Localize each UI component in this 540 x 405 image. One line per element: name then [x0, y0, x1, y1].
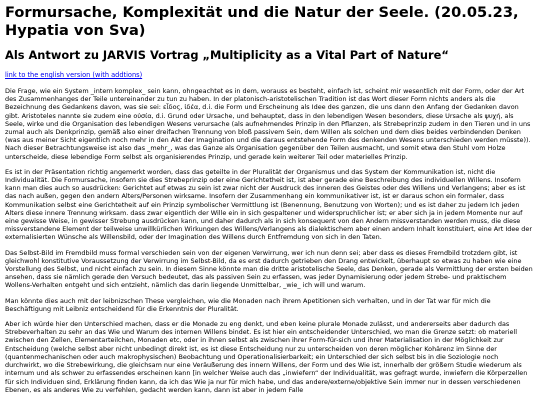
page-subtitle: Als Antwort zu JARVIS Vortrag „Multiplicity as a Vital Part of Nature“ — [5, 48, 449, 62]
paragraph-5: Aber ich würde hier den Unterschied machen, dass er die Monade zu eng denkt, und eben keine plurale Monade zulässt, und andererseits aber dadurch das Strebeverhalten zu sehr an das Wie und Warum des internen Willens bindet. Es ist hier ein entscheidender Unterschied, wo man die Grenze setzt: ob materiell zwischen den Zellen, Elementarteilchen, Monaden etc, oder in ihnen selbst als zwischen ihrer Form-für-sich und ihrer Materialisation in der Möglichkeit zur Entscheidung (welche selbst aber nicht unbedingt direkt ist, es ist diese Entscheidung nur zu unterscheiden von deren möglicher Kohärenz im Sinne der (quantenmechanischen oder auch makrophysischen) Beobachtung und Operationalisierbarkeit; ein Unterschied der sich selbst bis in die Soziologie noch durchwirkt, wo die Strebewirkung, die gleichsam nur eine Veräußerung des innern Willens, der Form und des Wie ist, innerhalb der größern Studie wiederum als internum und als schwer zu erfassendes erscheinen kann [in welcher Weise auch das „inwiefern“ der Individualität, was gefragt wurde, inwiefern die Körperzellen für sich Individuen sind, Erklärung finden kann, da ich das Wie ja nur für mich habe, und das andere/externe/objektive Sein immer nur in dessen verschiedenen Ebenen, es als anderes Wie zu verfehlen, gedacht werden kann, dann ist aber in jedem Falle — [5, 320, 528, 394]
paragraph-3: Das Selbst-Bild im Fremdbild muss formal verschieden sein von der eigenen Verwirrung, wer ich nun denn sei; aber dass es dieses Fremdbild trotzdem gibt, ist gleichwohl konstitutive Voraussetzung der Verwirrung im Selbst-Bild, da es erst dadurch getrieben den Drang entwickelt, überhaupt so etwas zu haben wie eine Vorstellung des Selbst, und nicht einfach zu sein. In diesem Sinne könnte man die dritte aristotelische Seele, das Denken, gerade als Vermittlung der ersten beiden ansehen, dass sie nämlich gerade den Versuch bedeutet, das als passiven Sein zu erfassen, was jeder Dynamisierung oder jedem Strebe- und praktischem Wollens-Verhalten entgeht und sich entzieht, nämlich das darin liegende Unmittelbar, _wie_ ich will und warum. — [5, 248, 533, 290]
paragraph-4: Man könnte dies auch mit der leibnizschen These vergleichen, wie die Monaden nach ihrem Apetitionen sich verhalten, und in der Tat war für mich die Beschäftigung mit Leibniz entscheidend für die Erkenntnis der Pluralität. — [5, 296, 491, 313]
page-title: Formursache, Komplexität und die Natur der Seele. (20.05.23, Hypatia von Sva) — [5, 4, 519, 39]
paragraph-2: Es ist in der Präsentation richtig angemerkt worden, dass das geteilte in der Pluralität der Organismus und das System der Kommunikation ist, nicht die Individualität. Die Formursache, insofern sie dies Strebeprinzip oder eine Gerichtetheit ist, ist aber gerade eine Beschreibung des individuellen Willens. Insofern kann man dies auch so ausdrücken: Gerichtet auf etwas zu sein ist zwar nicht der Ausdruck des inneren des Geistes oder des Willens und Verlangens; aber es ist das nach außen, gegen den andern Alters/Personen wirksame. Insofern der Zusammenhang ein kommunikativer ist, ist er daraus schon ein formaler, dass Kommunikation selbst eine Gerichtetheit auf ein Prinzip symbolischer Vermittlung ist (Benennung, Benutzung von Worten); und es ist daher zu jedem Ich jeden Alters diese innere Trennung wirksam. dass zwar eigentlich der Wille ein in sich gespaltener und widerspruchlicher ist; er aber sich ja in jedem Momente nur auf eine gewisse Weise, in gewisser Strebung ausdrücken kann, und daher dadurch als in sich konsequent von den Andern missverstanden werden muss, die diese missverstandene Element der teilweise unwillkürlichen Wirkungen des Willens/Verlangens als dialektischem aber einen andern Inhalt konstituiert, eine Art Idee der externalisierten Wünsche als Willensbild, oder der Imagination des Willens durch Entfremdung von sich in den Taten. — [5, 167, 532, 242]
english-version-link[interactable]: link to the english version (with addtions) — [5, 71, 143, 79]
paragraph-1: Die Frage, wie ein System _intern komplex_ sein kann, ohngeachtet es in dem, worauss es besteht, einfach ist, scheint mir wesentlich mit der Form, oder der Art des Zusammenhanges der Teile untereinander zu tun zu haben. In der platonisch-aristotelischen Tradition ist das Wort dieser Form nichts anders als die Bezeichnung des Gedankens davon, was sie sei: εἶδος, ἰδέα, d.i. die Form und Erscheinung als Idee des ganzen, die uns dann den Anfang der Gedanken davon gibt. Aristoteles nannte sie zudem eine οὐσία, d.i. Grund oder Ursache, und behauptet, dass in den lebendigen Wesen besonders, diese Ursache als ψυχή, als Seele, wirke und die Organisation des lebendigen Wesens verursache (als aufnehmendes Prinzip in den Pflanzen, als Strebeprinzip zudem in den Tieren und in uns zumal auch als Denkprinzip, gemäß also einer dreifachen Trennung von bloß passivem Sein, dem Willen als solchen und dem dies beides verbindenden Denken (was aus meiner Sicht eigentlich noch mehr in den Akt der Imagination und die daraus entstehende Form des denkenden Wesens unterschieden werden müsste)). Nach dieser Betrachtungsweise ist also das _mehr_, was das Ganze als Organisation gegenüber den Teilen ausmacht, und somit etwa den Stuhl vom Holze unterscheide, diese lebendige Form selbst als organisierendes Prinzip, und gerade kein weiterer Teil oder materielles Prinzip. — [5, 87, 531, 161]
